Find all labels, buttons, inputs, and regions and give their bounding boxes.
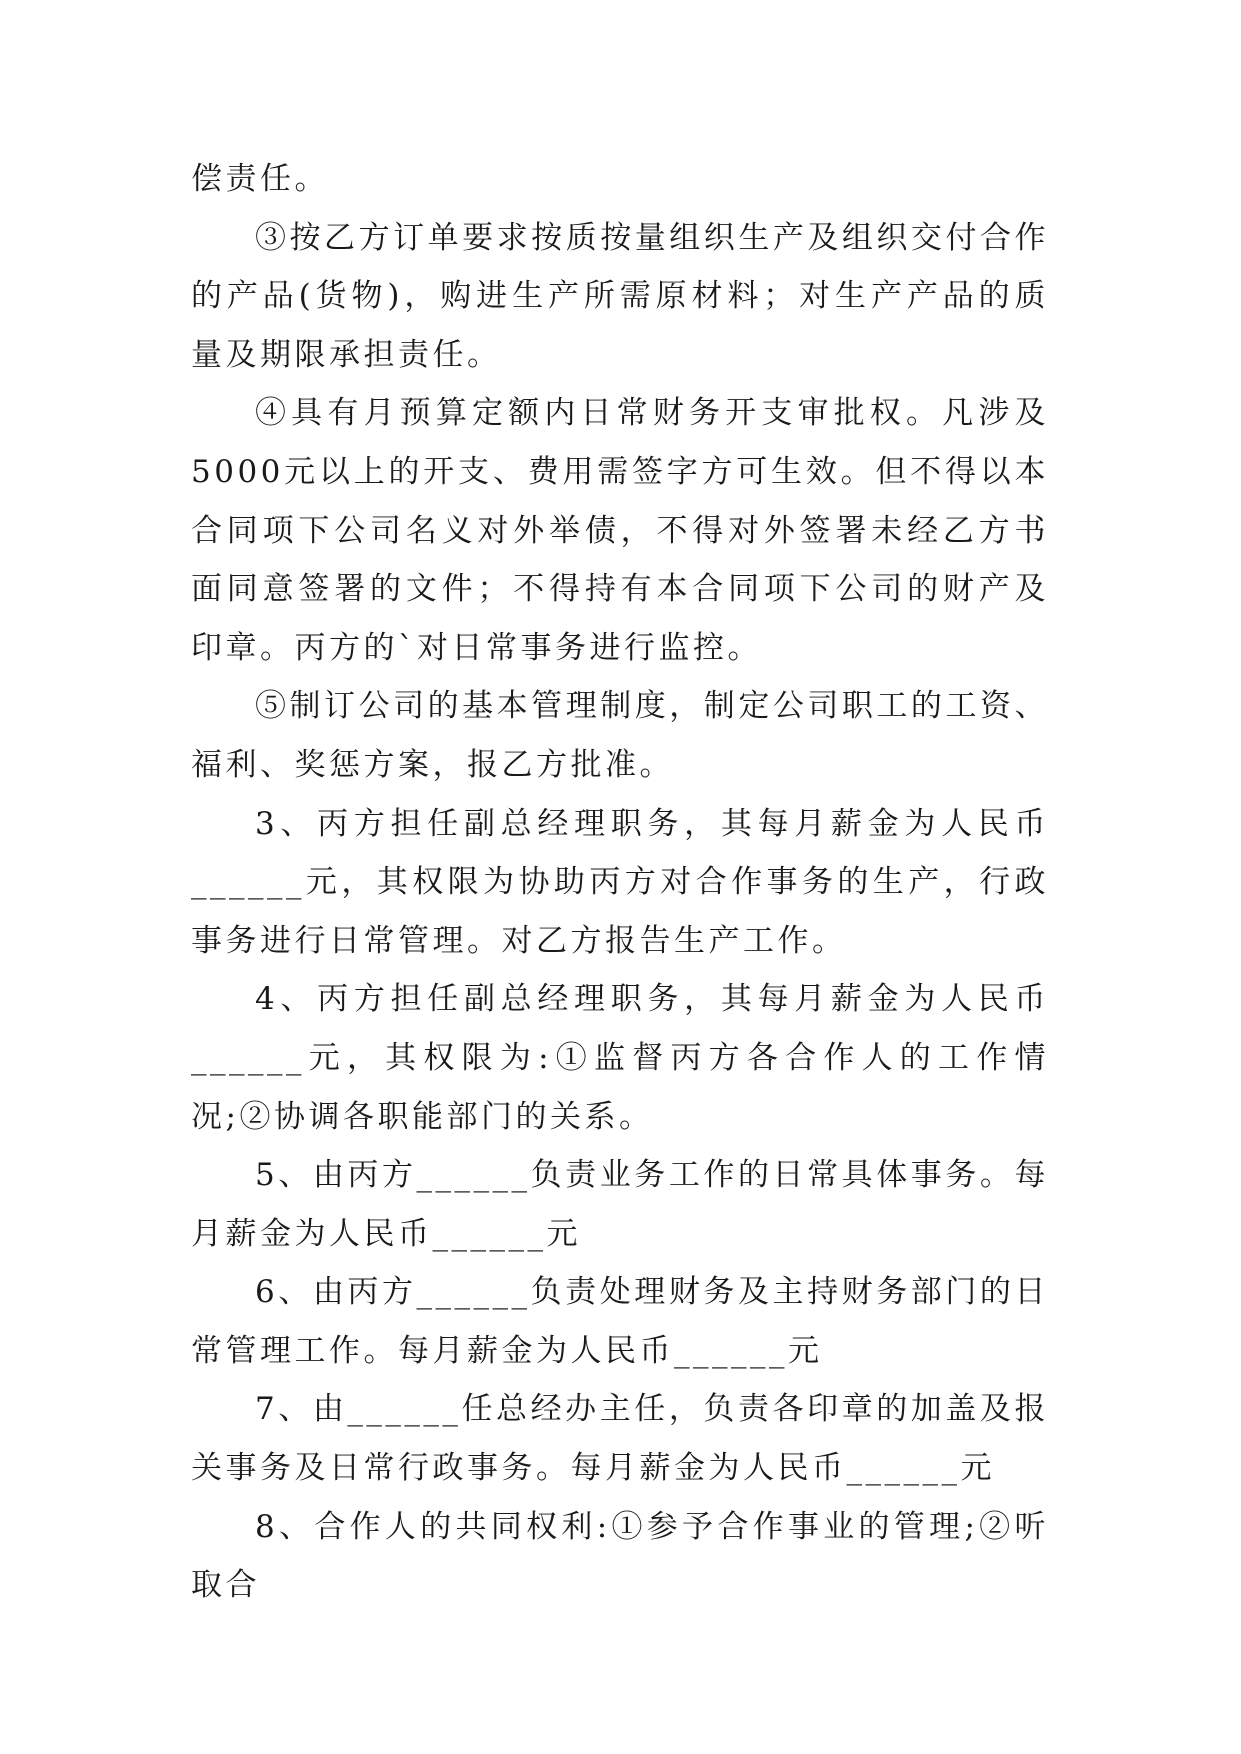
paragraph-item-3: ③按乙方订单要求按质按量组织生产及组织交付合作的产品(货物)，购进生产所需原材料；对生产产品的质量及期限承担责任。 — [191, 219, 1049, 373]
paragraph-continuation: 偿责任。 — [191, 161, 329, 197]
paragraph-clause-6: 6、由丙方______负责处理财务及主持财务部门的日常管理工作。每月薪金为人民币______元 — [191, 1274, 1049, 1369]
paragraph-item-5: ⑤制订公司的基本管理制度，制定公司职工的工资、福利、奖惩方案，报乙方批准。 — [191, 688, 1049, 783]
paragraph-clause-7: 7、由______任总经办主任，负责各印章的加盖及报关事务及日常行政事务。每月薪金为人民币______元 — [191, 1391, 1049, 1487]
paragraph-clause-3: 3、丙方担任副总经理职务，其每月薪金为人民币______元，其权限为协助丙方对合作事务的生产，行政事务进行日常管理。对乙方报告生产工作。 — [191, 805, 1049, 959]
document-body — [191, 150, 1049, 1615]
paragraph-clause-8: 8、合作人的共同权利:①参予合作事业的管理;②听取合 — [191, 1508, 1049, 1604]
paragraph-clause-5: 5、由丙方______负责业务工作的日常具体事务。每月薪金为人民币______元 — [191, 1157, 1049, 1252]
paragraph-item-4: ④具有月预算定额内日常财务开支审批权。凡涉及5000元以上的开支、费用需签字方可生效。但不得以本合同项下公司名义对外举债，不得对外签署未经乙方书面同意签署的文件；不得持有本合同项下公司的财产及印章。丙方的`对日常事务进行监控。 — [191, 395, 1049, 666]
paragraph-clause-4: 4、丙方担任副总经理职务，其每月薪金为人民币______元，其权限为:①监督丙方各合作人的工作情况;②协调各职能部门的关系。 — [191, 981, 1049, 1135]
